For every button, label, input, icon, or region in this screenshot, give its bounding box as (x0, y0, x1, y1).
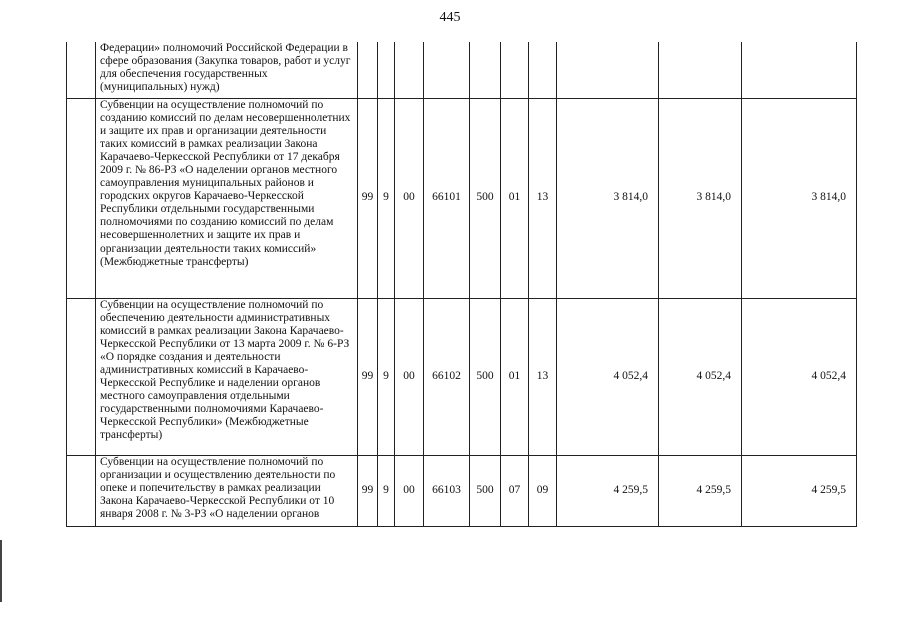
table-row (67, 455, 857, 526)
amount-year-2-cell: 4 052,4 (659, 298, 742, 455)
subprogram-code-cell: 9 (378, 455, 395, 526)
section-cell: 01 (501, 298, 529, 455)
amount-year-2-cell (659, 42, 742, 98)
expense-type-cell: 500 (470, 455, 501, 526)
description-cell: Субвенции на осуществление полномочий по созданию комиссий по делам несовершеннолетних и защите их прав и организации деятельности таких комиссий в рамках реализации Закона Карачаево-Черкесской Республики от 17 декабря 2009 г. № 86-РЗ «О наделении органов местного самоуправления муниципальных районов и городских округов Карачаево-Черкесской Республики отдельными государственными полномочиями по созданию комиссий по делам несовершеннолетних и защите их прав и организации деятельности таких комиссий» (Межбюджетные трансферты) (96, 98, 358, 298)
amount-year-1-cell: 4 052,4 (557, 298, 659, 455)
row-number-cell (67, 42, 96, 98)
program-code-cell: 99 (358, 298, 378, 455)
table-row (67, 298, 857, 455)
direction-code-cell: 66103 (424, 455, 470, 526)
program-code-cell: 99 (358, 98, 378, 298)
item-code-cell: 00 (395, 98, 424, 298)
section-cell: 01 (501, 98, 529, 298)
expense-type-cell: 500 (470, 98, 501, 298)
subsection-cell: 09 (529, 455, 557, 526)
amount-year-3-cell: 3 814,0 (742, 98, 857, 298)
amount-year-3-cell: 4 052,4 (742, 298, 857, 455)
description-cell: Субвенции на осуществление полномочий по организации и осуществлению деятельности по опеке и попечительству в рамках реализации Закона Карачаево-Черкесской Республики от 10 января 2008 г. № 3-РЗ «О наделении органов (96, 455, 358, 526)
direction-code-cell (424, 42, 470, 98)
page-edge-mark (0, 540, 2, 602)
amount-year-2-cell: 3 814,0 (659, 98, 742, 298)
budget-table (66, 42, 857, 527)
program-code-cell (358, 42, 378, 98)
program-code-cell: 99 (358, 455, 378, 526)
direction-code-cell: 66102 (424, 298, 470, 455)
item-code-cell: 00 (395, 455, 424, 526)
item-code-cell: 00 (395, 298, 424, 455)
subprogram-code-cell: 9 (378, 98, 395, 298)
amount-year-2-cell: 4 259,5 (659, 455, 742, 526)
section-cell (501, 42, 529, 98)
amount-year-1-cell: 3 814,0 (557, 98, 659, 298)
subprogram-code-cell: 9 (378, 298, 395, 455)
amount-year-1-cell: 4 259,5 (557, 455, 659, 526)
table-row (67, 98, 857, 298)
row-number-cell (67, 298, 96, 455)
section-cell: 07 (501, 455, 529, 526)
page-number: 445 (439, 10, 461, 25)
description-cell: Федерации» полномочий Российской Федерации в сфере образования (Закупка товаров, работ и услуг для обеспечения государственных (муниципальных) нужд) (96, 42, 358, 98)
description-cell: Субвенции на осуществление полномочий по обеспечению деятельности административных комиссий в рамках реализации Закона Карачаево-Черкесской Республики от 13 марта 2009 г. № 6-РЗ «О порядке создания и деятельности административных комиссий в Карачаево-Черкесской Республике и наделении органов местного самоуправления отдельными государственными полномочиями Карачаево-Черкесской Республики» (Межбюджетные трансферты) (96, 298, 358, 455)
expense-type-cell: 500 (470, 298, 501, 455)
amount-year-1-cell (557, 42, 659, 98)
row-number-cell (67, 98, 96, 298)
amount-year-3-cell: 4 259,5 (742, 455, 857, 526)
expense-type-cell (470, 42, 501, 98)
item-code-cell (395, 42, 424, 98)
subsection-cell: 13 (529, 298, 557, 455)
subsection-cell: 13 (529, 98, 557, 298)
subsection-cell (529, 42, 557, 98)
table-row (67, 42, 857, 98)
row-number-cell (67, 455, 96, 526)
subprogram-code-cell (378, 42, 395, 98)
amount-year-3-cell (742, 42, 857, 98)
direction-code-cell: 66101 (424, 98, 470, 298)
